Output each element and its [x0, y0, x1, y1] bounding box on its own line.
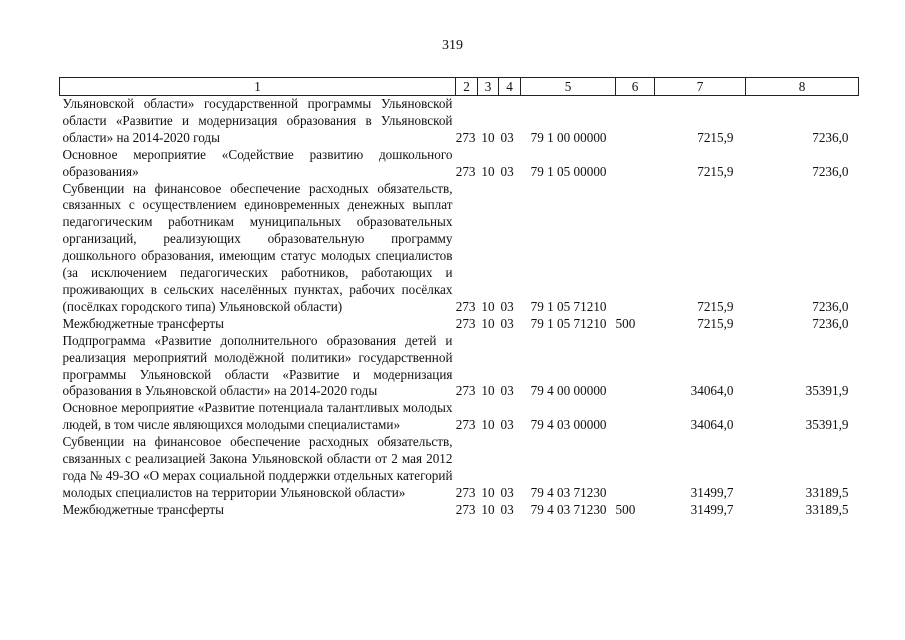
row-amount-1: 31499,7 [690, 501, 734, 517]
row-section: 10 [481, 383, 495, 399]
column-header-subsection: 4 [499, 78, 521, 96]
row-section: 10 [481, 417, 495, 433]
row-name: Подпрограмма «Развитие дополнительного образования детей и реализация мероприятий молодёжной политики» государственной программы Ульяновской области «Развитие и модернизация образования в Ульяновской области» на 2014-2020 годы [62, 332, 453, 399]
row-section: 10 [481, 315, 495, 331]
row-target-article: 79 1 05 71210 [530, 315, 607, 331]
row-section: 10 [481, 484, 495, 500]
row-target-article: 79 4 03 71230 [530, 501, 607, 517]
table-row [60, 400, 859, 434]
row-section: 10 [481, 501, 495, 517]
table-body [60, 96, 859, 519]
row-amount-1: 34064,0 [690, 417, 734, 433]
row-grbs: 273 [455, 383, 476, 399]
row-amount-2: 33189,5 [805, 501, 849, 517]
row-name: Субвенции на финансовое обеспечение расходных обязательств, связанных с осуществлением единовременных денежных выплат педагогическим работникам муниципальных образовательных организаций, реализующих образовательную программу дошкольного образования, имеющим статус молодых специалистов (за исключением педагогических работников, работающих и проживающих в сельских населённых пунктах, рабочих посёлках (посёлках городского типа) Ульяновской области) [62, 180, 453, 314]
row-amount-1: 7215,9 [697, 129, 734, 145]
row-target-article: 79 1 00 00000 [530, 129, 607, 145]
row-name: Основное мероприятие «Развитие потенциала талантливых молодых людей, в том числе являющихся молодыми специалистами» [62, 400, 453, 433]
table-header [60, 78, 859, 96]
row-expense-type [616, 400, 655, 434]
row-subsection: 03 [500, 129, 514, 145]
column-header-amount-1: 7 [655, 78, 746, 96]
row-name: Межбюджетные трансферты [62, 315, 224, 331]
row-expense-type [616, 147, 655, 181]
table-row [60, 96, 859, 147]
row-target-article: 79 4 03 71230 [530, 484, 607, 500]
row-amount-2: 7236,0 [812, 315, 849, 331]
row-grbs: 273 [455, 484, 476, 500]
row-section: 10 [481, 163, 495, 179]
row-expense-type: 500 [615, 501, 636, 517]
column-header-amount-2: 8 [746, 78, 859, 96]
row-amount-1: 31499,7 [690, 484, 734, 500]
row-section: 10 [481, 298, 495, 314]
page-number: 319 [442, 38, 463, 53]
row-subsection: 03 [500, 501, 514, 517]
row-amount-1: 34064,0 [690, 383, 734, 399]
row-name: Основное мероприятие «Содействие развитию дошкольного образования» [62, 146, 453, 179]
row-amount-1: 7215,9 [697, 298, 734, 314]
table-row [60, 434, 859, 502]
row-amount-1: 7215,9 [697, 163, 734, 179]
row-expense-type [616, 181, 655, 316]
row-amount-2: 7236,0 [812, 163, 849, 179]
budget-table [59, 77, 859, 519]
column-header-grbs: 2 [456, 78, 478, 96]
row-name: Субвенции на финансовое обеспечение расходных обязательств, связанных с реализацией Закона Ульяновской области от 2 мая 2012 года № 49-ЗО «О мерах социальной поддержки отдельных категорий молодых специалистов на территории Ульяновской области» [62, 434, 453, 500]
row-target-article: 79 1 05 71210 [530, 298, 607, 314]
row-amount-2: 7236,0 [812, 298, 849, 314]
row-expense-type [616, 96, 655, 147]
row-grbs: 273 [455, 501, 476, 517]
row-grbs: 273 [455, 315, 476, 331]
row-amount-1: 7215,9 [697, 315, 734, 331]
table-row [60, 181, 859, 316]
row-expense-type [616, 333, 655, 401]
row-amount-2: 35391,9 [805, 417, 849, 433]
row-name: Ульяновской области» государственной программы Ульяновской области «Развитие и модернизация образования в Ульяновской области» на 2014-2020 годы [62, 96, 453, 145]
row-subsection: 03 [500, 315, 514, 331]
row-expense-type [616, 434, 655, 502]
table-row [60, 147, 859, 181]
row-name: Межбюджетные трансферты [62, 501, 224, 517]
table-row [60, 502, 859, 519]
row-grbs: 273 [455, 417, 476, 433]
row-amount-2: 35391,9 [805, 383, 849, 399]
row-target-article: 79 4 03 00000 [530, 417, 607, 433]
header-row [60, 78, 859, 96]
row-grbs: 273 [455, 298, 476, 314]
row-amount-2: 33189,5 [805, 484, 849, 500]
column-header-name: 1 [60, 78, 456, 96]
column-header-expense-type: 6 [616, 78, 655, 96]
row-subsection: 03 [500, 383, 514, 399]
row-expense-type: 500 [615, 315, 636, 331]
row-amount-2: 7236,0 [812, 129, 849, 145]
row-target-article: 79 1 05 00000 [530, 163, 607, 179]
row-subsection: 03 [500, 417, 514, 433]
column-header-section: 3 [478, 78, 499, 96]
row-subsection: 03 [500, 163, 514, 179]
row-section: 10 [481, 129, 495, 145]
row-grbs: 273 [455, 163, 476, 179]
row-target-article: 79 4 00 00000 [530, 383, 607, 399]
table-row [60, 333, 859, 401]
column-header-target-article: 5 [521, 78, 616, 96]
row-grbs: 273 [455, 129, 476, 145]
row-subsection: 03 [500, 298, 514, 314]
table-row [60, 316, 859, 333]
row-subsection: 03 [500, 484, 514, 500]
